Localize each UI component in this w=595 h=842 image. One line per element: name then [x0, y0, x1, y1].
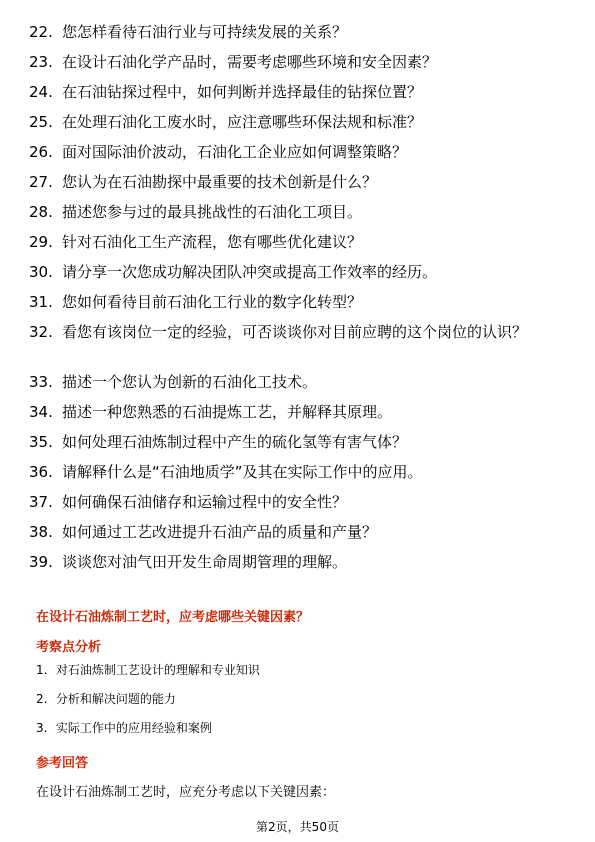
question-item — [0, 22, 595, 42]
question-item — [0, 142, 595, 162]
question-number: 27. — [29, 173, 53, 191]
question-item — [0, 372, 595, 392]
point-text: 对石油炼制工艺设计的理解和专业知识 — [55, 663, 260, 677]
question-text: 描述您参与过的最具挑战性的石油化工项目。 — [62, 203, 363, 221]
question-text: 针对石油化工生产流程，您有哪些优化建议？ — [62, 233, 363, 251]
question-text: 您怎样看待石油行业与可持续发展的关系？ — [62, 23, 348, 41]
question-number: 24. — [29, 83, 53, 101]
question-item — [0, 522, 595, 542]
question-text: 如何处理石油炼制过程中产生的硫化氢等有害气体？ — [62, 433, 408, 451]
question-text: 面对国际油价波动，石油化工企业应如何调整策略？ — [62, 143, 408, 161]
point-text: 实际工作中的应用经验和案例 — [55, 721, 212, 735]
question-number: 36. — [29, 463, 53, 481]
question-item — [0, 292, 595, 312]
question-text: 描述一个您认为创新的石油化工技术。 — [62, 373, 318, 391]
point-number: 3. — [36, 721, 48, 735]
question-number: 25. — [29, 113, 53, 131]
question-number: 32. — [29, 323, 53, 341]
question-item — [0, 202, 595, 222]
question-text: 谈谈您对油气田开发生命周期管理的理解。 — [62, 553, 348, 571]
question-text: 如何通过工艺改进提升石油产品的质量和产量？ — [62, 523, 378, 541]
question-number: 29. — [29, 233, 53, 251]
analysis-point — [36, 720, 260, 736]
point-text: 分析和解决问题的能力 — [55, 692, 176, 706]
analysis-heading: 考察点分析 — [36, 640, 102, 655]
question-number: 26. — [29, 143, 53, 161]
reference-heading: 参考回答 — [36, 756, 89, 771]
question-item — [0, 232, 595, 252]
analysis-point — [36, 662, 260, 678]
question-text: 在设计石油化学产品时，需要考虑哪些环境和安全因素？ — [62, 53, 438, 71]
point-number: 2. — [36, 692, 48, 706]
question-number: 35. — [29, 433, 53, 451]
question-text: 在处理石油化工废水时，应注意哪些环保法规和标准？ — [62, 113, 423, 131]
question-number: 28. — [29, 203, 53, 221]
question-list — [0, 22, 595, 582]
question-item — [0, 112, 595, 132]
question-text: 如何确保石油储存和运输过程中的安全性？ — [62, 493, 348, 511]
question-text: 请分享一次您成功解决团队冲突或提高工作效率的经历。 — [62, 263, 438, 281]
point-number: 1. — [36, 663, 48, 677]
question-item — [0, 402, 595, 422]
question-text: 在石油钻探过程中，如何判断并选择最佳的钻探位置？ — [62, 83, 423, 101]
question-text: 看您有该岗位一定的经验，可否谈谈你对目前应聘的这个岗位的认识？ — [62, 323, 528, 341]
analysis-point — [36, 691, 260, 707]
question-item — [0, 552, 595, 572]
question-item — [0, 82, 595, 102]
question-number: 38. — [29, 523, 53, 541]
question-number: 39. — [29, 553, 53, 571]
question-item — [0, 432, 595, 452]
question-number: 33. — [29, 373, 53, 391]
question-number: 22. — [29, 23, 53, 41]
question-number: 30. — [29, 263, 53, 281]
question-item — [0, 262, 595, 282]
question-text: 您如何看待目前石油化工行业的数字化转型？ — [62, 293, 363, 311]
focus-question-heading: 在设计石油炼制工艺时，应考虑哪些关键因素？ — [36, 610, 310, 625]
question-number: 37. — [29, 493, 53, 511]
question-number: 31. — [29, 293, 53, 311]
question-item — [0, 492, 595, 512]
page-footer: 第2页，共50页 — [256, 820, 339, 834]
reference-intro: 在设计石油炼制工艺时，应充分考虑以下关键因素： — [36, 785, 336, 800]
analysis-points — [36, 662, 260, 749]
question-item — [0, 462, 595, 482]
question-number: 34. — [29, 403, 53, 421]
question-text: 请解释什么是“石油地质学”及其在实际工作中的应用。 — [62, 463, 423, 481]
question-number: 23. — [29, 53, 53, 71]
question-text: 您认为在石油勘探中最重要的技术创新是什么？ — [62, 173, 378, 191]
question-text: 描述一种您熟悉的石油提炼工艺，并解释其原理。 — [62, 403, 393, 421]
question-item — [0, 52, 595, 72]
question-item — [0, 322, 595, 364]
question-item — [0, 172, 595, 192]
